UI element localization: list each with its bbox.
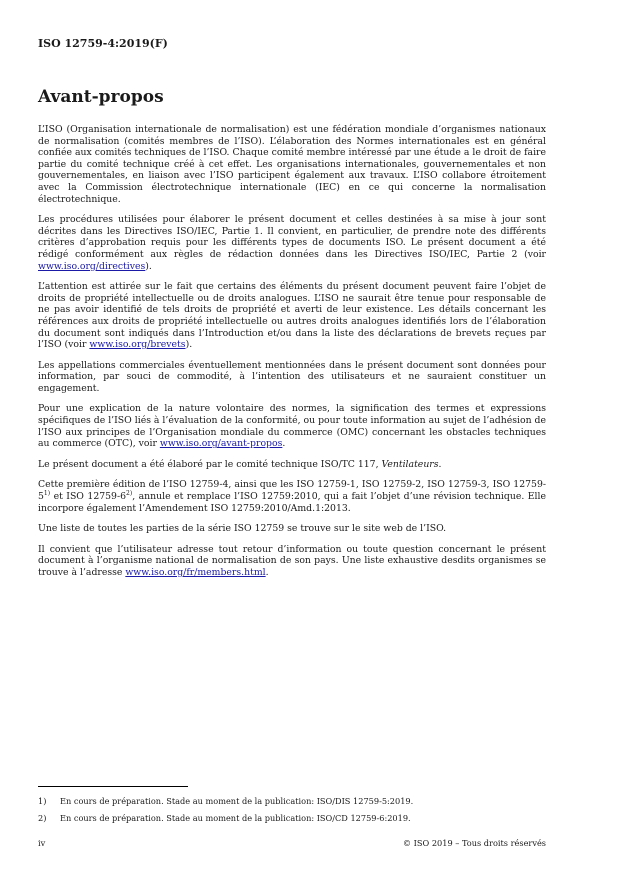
paragraph-text: et ISO 12759-6 <box>50 491 127 503</box>
footnote-ref-1[interactable]: 1) <box>43 489 51 497</box>
footnotes <box>38 795 413 829</box>
footnote-ref-2[interactable]: 2) <box>126 489 133 497</box>
paragraph-text: . <box>265 567 269 578</box>
directives-link[interactable]: www.iso.org/directives <box>38 260 146 272</box>
paragraph-series-list: Une liste de toutes les parties de la série ISO 12759 se trouve sur le site web de l’ISO. <box>38 523 447 535</box>
members-link[interactable]: www.iso.org/fr/members.html <box>125 567 266 578</box>
paragraph-text: Cette première édition de l’ISO 12759-4, ainsi que les ISO 12759-1, ISO 12759-2, ISO 12759-3, ISO 12759-5 <box>38 479 546 503</box>
paragraph-committee <box>38 459 546 471</box>
section-title: Avant-propos <box>38 87 164 107</box>
page-number: iv <box>38 838 46 848</box>
paragraph-text: ). <box>185 339 193 351</box>
paragraph-iso-overview: L’ISO (Organisation internationale de normalisation) est une fédération mondiale d’organismes nationaux de normalisation (comités membres de l’ISO). L’élaboration des Normes internationales est en général confiée aux comités techniques de l’ISO. Chaque comité membre intéressé par une étude a le droit de faire partie du comité technique créé à cet effet. Les organisations internationales, gouvernementales et non gouvernementales, en liaison avec l’ISO participent également aux travaux. L’ISO collabore étroitement avec la Commission électrotechnique internationale (IEC) en ce qui concerne la normalisation électrotechnique. <box>38 124 546 205</box>
foreword-body <box>38 124 546 588</box>
footnote-text: En cours de préparation. Stade au moment de la publication: ISO/DIS 12759-5:2019. <box>60 796 414 806</box>
copyright-notice: © ISO 2019 – Tous droits réservés <box>402 838 546 848</box>
committee-title: Ventilateurs <box>381 458 439 470</box>
footnote-number: 1) <box>38 796 47 806</box>
paragraph-text: Il convient que l’utilisateur adresse tout retour d’information ou toute question concernant le présent document à l’organisme national de normalisation de son pays. Une liste exhaustive desdits organismes se trouve à l’adresse <box>38 543 546 578</box>
paragraph-feedback <box>38 544 546 579</box>
footnote-divider <box>38 786 188 787</box>
foreword-link[interactable]: www.iso.org/avant-propos <box>159 438 283 450</box>
paragraph-trade-names: Les appellations commerciales éventuellement mentionnées dans le présent document sont données pour information, par souci de commodité, à l’intention des utilisateurs et ne sauraient constituer un engagement. <box>38 359 546 394</box>
paragraph-edition <box>38 479 546 514</box>
footnote-1 <box>38 795 413 807</box>
paragraph-voluntary-nature <box>38 403 546 449</box>
paragraph-patents <box>38 281 546 351</box>
paragraph-text: . <box>438 458 442 470</box>
paragraph-procedures <box>38 214 546 272</box>
page-footer <box>38 838 546 848</box>
paragraph-text: , annule et remplace l’ISO 12759:2010, qui a fait l’objet d’une révision technique. Elle incorpore également l’Amendement ISO 12759:2010/Amd.1:2013. <box>38 491 546 514</box>
footnote-2 <box>38 812 413 824</box>
paragraph-text: Le présent document a été élaboré par le comité technique ISO/TC 117, <box>38 458 382 470</box>
paragraph-text: ). <box>145 260 152 272</box>
paragraph-text: Les procédures utilisées pour élaborer le présent document et celles destinées à sa mise à jour sont décrites dans les Directives ISO/IEC, Partie 1. Il convient, en particulier, de prendre note des différents critères d’approbation requis pour les différents types de documents ISO. Le présent document a été rédigé conformément aux règles de rédaction données dans les Directives ISO/IEC, Partie 2 (voir <box>38 214 546 260</box>
footnote-text: En cours de préparation. Stade au moment de la publication: ISO/CD 12759-6:2019. <box>60 813 411 823</box>
document-id: ISO 12759-4:2019(F) <box>38 37 168 50</box>
paragraph-text: . <box>282 438 286 450</box>
patents-link[interactable]: www.iso.org/brevets <box>89 339 186 351</box>
footnote-number: 2) <box>38 813 47 823</box>
paragraph-text: Pour une explication de la nature volontaire des normes, la signification des termes et expressions spécifiques de l’ISO liés à l’évaluation de la conformité, ou pour toute information au sujet de l’adhésion de l’ISO aux principes de l’Organisation mondiale du commerce (OMC) concernant les obstacles techniques au commerce (OTC), voir <box>38 403 546 450</box>
paragraph-text: L’attention est attirée sur le fait que certains des éléments du présent document peuvent faire l’objet de droits de propriété intellectuelle ou de droits analogues. L’ISO ne saurait être tenue pour responsable de ne pas avoir identifié de tels droits de propriété et averti de leur existence. Les détails concernant les références aux droits de propriété intellectuelle ou autres droits analogues identifiés lors de l’élaboration du document sont indiqués dans l’Introduction et/ou dans la liste des déclarations de brevets reçues par l’ISO (voir <box>38 281 546 351</box>
